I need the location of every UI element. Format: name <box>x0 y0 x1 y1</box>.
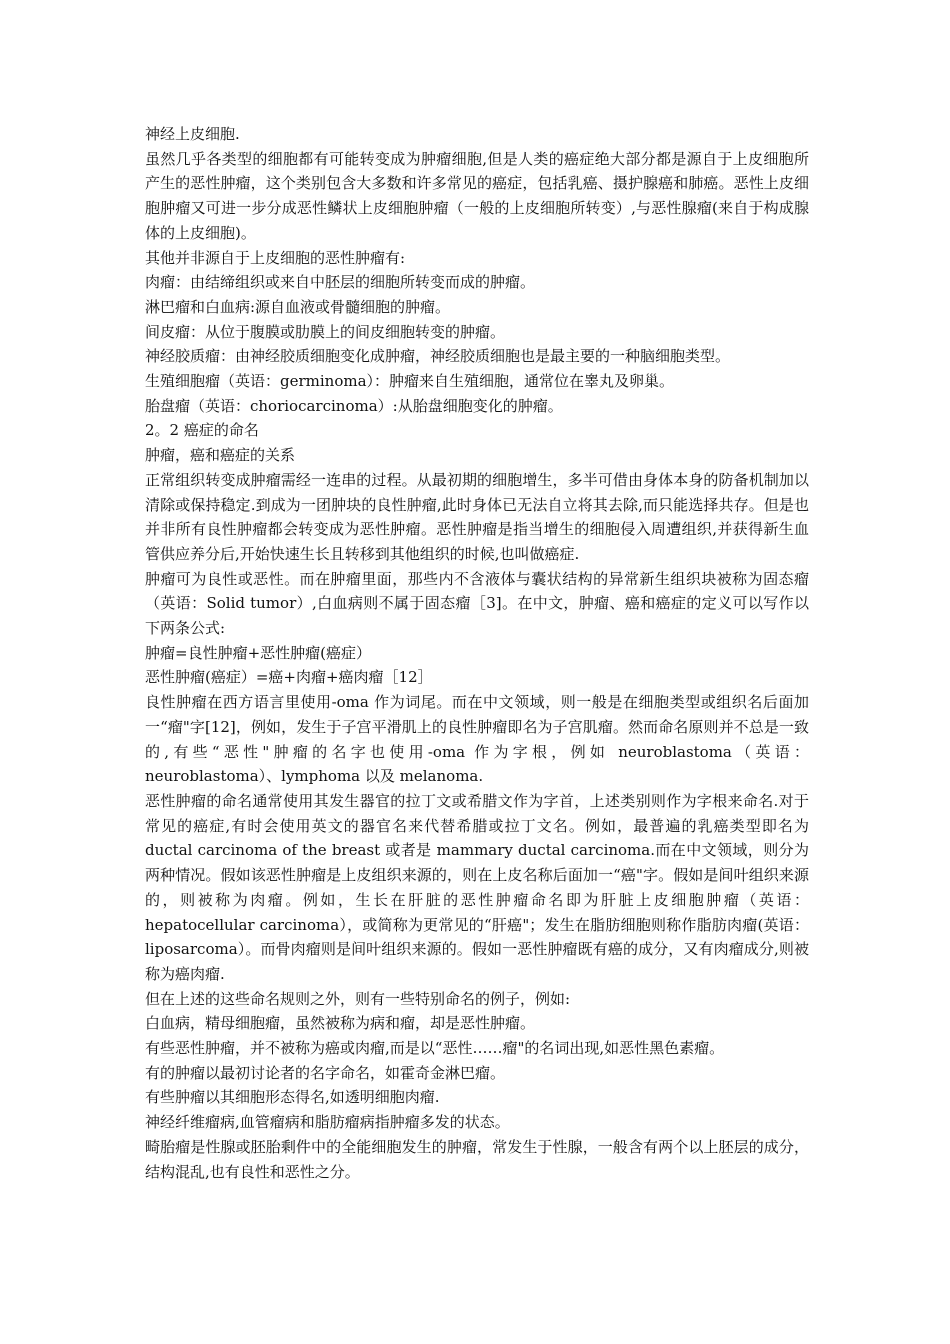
list-item-eponym: 有的肿瘤以最初讨论者的名字命名，如霍奇金淋巴瘤。 <box>145 1063 506 1082</box>
list-item-teratoma: 畸胎瘤是性腺或胚胎剩件中的全能细胞发生的肿瘤，常发生于性腺，一般含有两个以上胚层的成分，结构混乱,也有良性和恶性之分。 <box>145 1137 809 1181</box>
paragraph-malignant-naming: 恶性肿瘤的命名通常使用其发生器官的拉丁文或希腊文作为字首，上述类别则作为字根来命名.对于常见的癌症,有时会使用英文的器官名来代替希腊或拉丁文名。例如，最普遍的乳癌类型即名为 ductal carcinoma of the breast 或者是 mammary ductal carcinoma.而在中文领域，则分为两种情况。假如该恶性肿瘤是上皮组织来源的，则在上皮名称后面加一“癌"字。假如是间叶组织来源的，则被称为肉瘤。例如，生长在肝脏的恶性肿瘤命名即为肝脏上皮细胞肿瘤（英语：hepatocellular carcinoma），或简称为更常见的“肝癌"；发生在脂肪细胞则称作脂肪肉瘤(英语：liposarcoma）。而骨肉瘤则是间叶组织来源的。假如一恶性肿瘤既有癌的成分，又有肉瘤成分,则被称为癌肉瘤. <box>145 791 809 983</box>
paragraph-benign-malignant: 肿瘤可为良性或恶性。而在肿瘤里面，那些内不含液体与囊状结构的异常新生组织块被称为固态瘤（英语：Solid tumor）,白血病则不属于固态瘤［3]。在中文，肿瘤、癌和癌症的定义可以写作以下两条公式: <box>145 569 809 638</box>
paragraph-non-epithelial-intro: 其他并非源自于上皮细胞的恶性肿瘤有: <box>145 248 406 267</box>
formula-tumor: 肿瘤=良性肿瘤+恶性肿瘤(癌症） <box>145 643 371 662</box>
list-item-multiple: 神经纤维瘤病,血管瘤病和脂肪瘤病指肿瘤多发的状态。 <box>145 1113 510 1132</box>
list-item-germinoma: 生殖细胞瘤（英语：germinoma）：肿瘤来自生殖细胞，通常位在睾丸及卵巢。 <box>145 372 675 391</box>
paragraph-benign-naming: 良性肿瘤在西方语言里使用-oma 作为词尾。而在中文领域，则一般是在细胞类型或组织名后面加一“瘤"字[12]，例如，发生于子宫平滑肌上的良性肿瘤即名为子宫肌瘤。然而命名原则并不总是一致的,有些“恶性"肿瘤的名字也使用-oma 作为字根，例如 neuroblastoma（英语：neuroblastoma）、lymphoma 以及 melanoma. <box>145 693 809 786</box>
list-item-leukemia-exception: 白血病，精母细胞瘤，虽然被称为病和瘤，却是恶性肿瘤。 <box>145 1014 536 1033</box>
paragraph-exceptions-intro: 但在上述的这些命名规则之外，则有一些特别命名的例子，例如: <box>145 989 571 1008</box>
list-item-glioma: 神经胶质瘤：由神经胶质细胞变化成肿瘤，神经胶质细胞也是最主要的一种脑细胞类型。 <box>145 347 731 366</box>
list-item-sarcoma: 肉瘤：由结缔组织或来自中胚层的细胞所转变而成的肿瘤。 <box>145 273 536 292</box>
list-item-malignant-prefix: 有些恶性肿瘤，并不被称为癌或肉瘤,而是以“恶性……瘤"的名词出现,如恶性黑色素瘤。 <box>145 1039 725 1058</box>
formula-malignant: 恶性肿瘤(癌症）=癌+肉瘤+癌肉瘤［12］ <box>145 668 433 687</box>
list-item-mesothelioma: 间皮瘤：从位于腹膜或肋膜上的间皮细胞转变的肿瘤。 <box>145 322 506 341</box>
list-item-morphology: 有些肿瘤以其细胞形态得名,如透明细胞肉瘤. <box>145 1088 440 1107</box>
paragraph-epithelial-origin: 虽然几乎各类型的细胞都有可能转变成为肿瘤细胞,但是人类的癌症绝大部分都是源自于上皮细胞所产生的恶性肿瘤，这个类别包含大多数和许多常见的癌症，包括乳癌、摄护腺癌和肺癌。恶性上皮细胞肿瘤又可进一步分成恶性鳞状上皮细胞肿瘤（一般的上皮细胞所转变）,与恶性腺瘤(来自于构成腺体的上皮细胞)。 <box>145 149 809 242</box>
list-item-choriocarcinoma: 胎盘瘤（英语：choriocarcinoma）:从胎盘细胞变化的肿瘤。 <box>145 396 563 415</box>
paragraph-tumor-progression: 正常组织转变成肿瘤需经一连串的过程。从最初期的细胞增生，多半可借由身体本身的防备机制加以清除或保持稳定.到成为一团肿块的良性肿瘤,此时身体已无法自立将其去除,而只能选择共存。但是也并非所有良性肿瘤都会转变成为恶性肿瘤。恶性肿瘤是指当增生的细胞侵入周遭组织,并获得新生血管供应养分后,开始快速生长且转移到其他组织的时候,也叫做癌症. <box>145 470 809 563</box>
section-heading: 2。2 癌症的命名 <box>145 421 259 440</box>
document-body <box>145 122 809 1184</box>
paragraph-neuroepithelial: 神经上皮细胞. <box>145 125 240 143</box>
subsection-heading: 肿瘤，癌和癌症的关系 <box>145 446 296 465</box>
list-item-lymphoma-leukemia: 淋巴瘤和白血病:源自血液或骨髓细胞的肿瘤。 <box>145 297 451 316</box>
